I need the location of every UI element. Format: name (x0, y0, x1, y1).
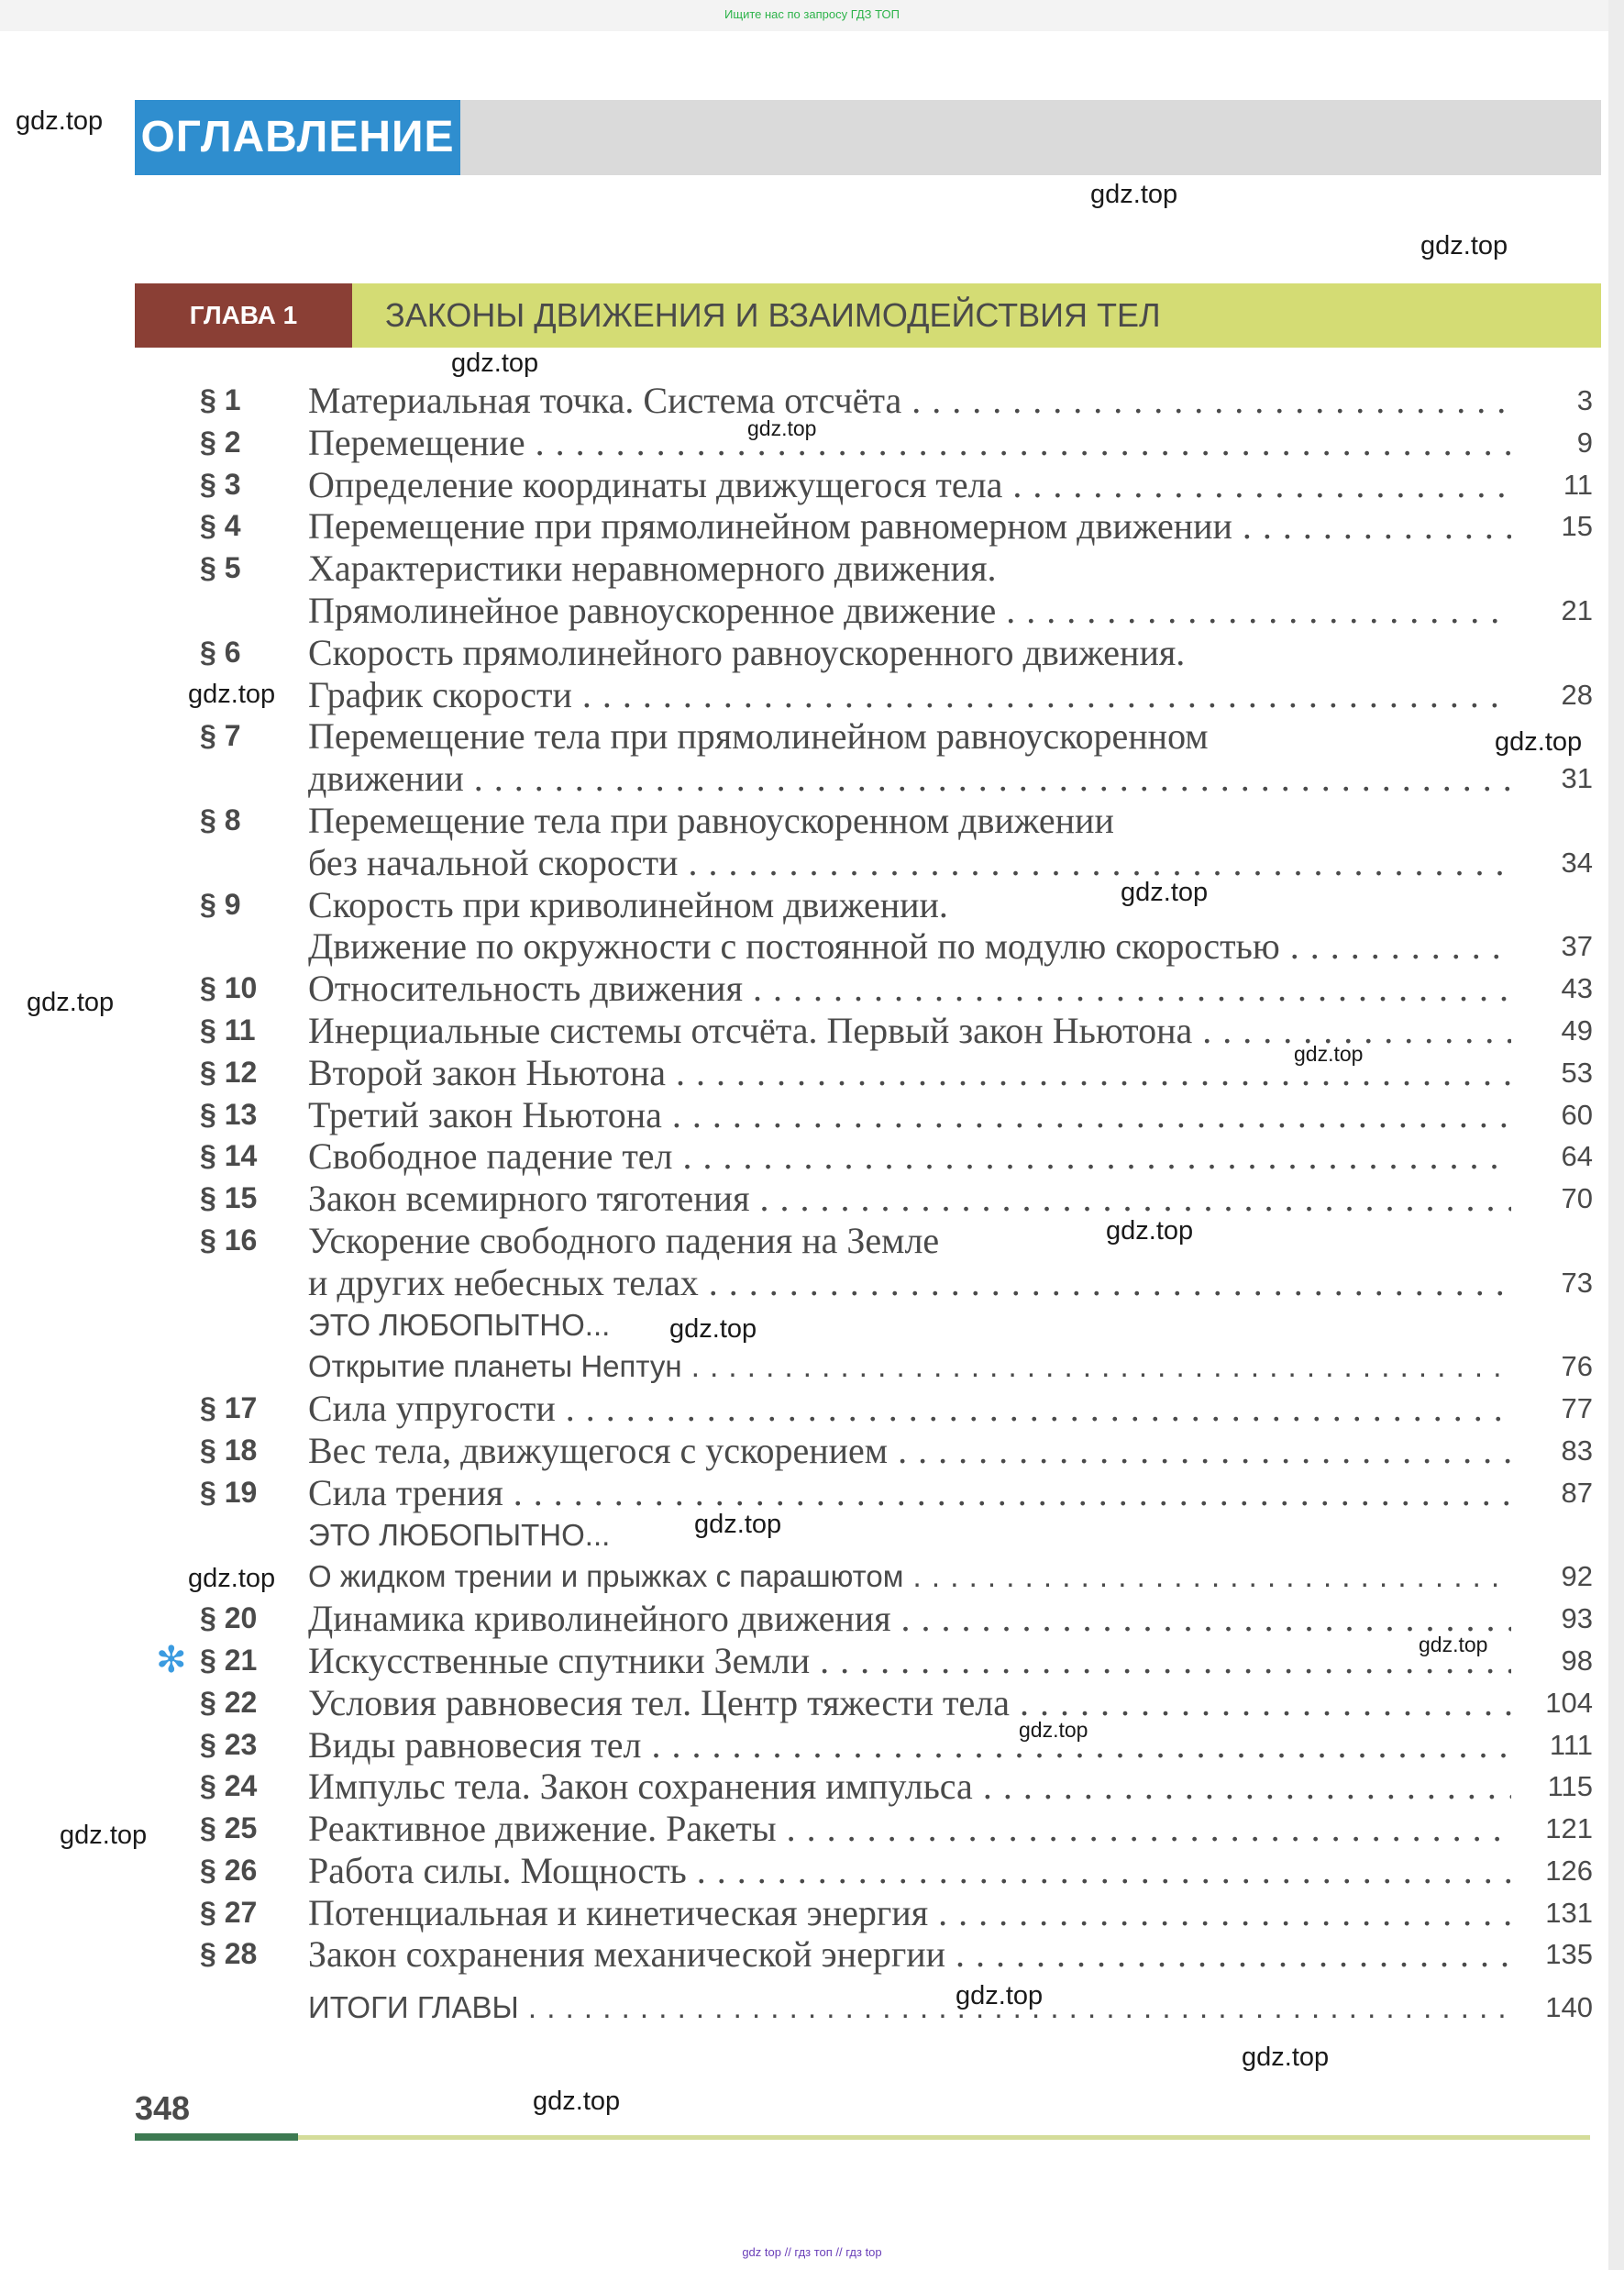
watermark: gdz.top (1121, 878, 1209, 907)
watermark: gdz.top (956, 1981, 1044, 2010)
page-ref: 49 (1561, 1013, 1593, 1046)
page-ref: 3 (1576, 384, 1593, 416)
section-title: Третий закон Ньютона . . . (308, 1094, 1511, 1136)
toc-entry-26[interactable] (0, 1850, 1624, 1892)
toc-entry-24[interactable] (0, 1766, 1624, 1808)
toc-entry-23[interactable] (0, 1724, 1624, 1766)
section-number: § 9 (200, 887, 241, 921)
page-ref (1508, 1304, 1593, 1346)
page-ref: 98 (1561, 1644, 1593, 1677)
toc-entry-8[interactable] (0, 800, 1624, 842)
section-number: § 27 (200, 1895, 258, 1929)
section-number: § 20 (200, 1601, 258, 1635)
section-title: Сила упругости . . . (308, 1388, 1511, 1430)
toc-entry-14[interactable] (0, 1135, 1624, 1178)
section-number: § 24 (200, 1769, 258, 1803)
section-title: и других небесных телах . . . (308, 1262, 1511, 1304)
toc-entry-3[interactable] (0, 464, 1624, 506)
section-title: Свободное падение тел . . . (308, 1135, 1511, 1178)
toc-entry-6[interactable] (0, 632, 1624, 674)
section-number: § 5 (200, 551, 241, 585)
section-title: Второй закон Ньютона . . . (308, 1052, 1511, 1094)
curious-label: ЭТО ЛЮБОПЫТНО... (308, 1517, 611, 1552)
section-title: без начальной скорости . . . (308, 842, 1511, 884)
watermark: gdz.top (694, 1510, 782, 1539)
section-number: § 1 (200, 383, 241, 416)
page-ref: 77 (1561, 1392, 1593, 1425)
section-number: § 18 (200, 1433, 258, 1467)
page-ref (1508, 800, 1593, 842)
page-ref: 70 (1561, 1182, 1593, 1215)
section-title: движении . . . (308, 758, 1511, 800)
page-ref: 76 (1561, 1350, 1593, 1383)
watermark: gdz.top (1090, 180, 1178, 209)
toc-entry-22[interactable] (0, 1682, 1624, 1724)
watermark: gdz.top (533, 2087, 621, 2116)
page-ref: 11 (1563, 468, 1593, 501)
section-title: Потенциальная и кинетическая энергия . . . (308, 1892, 1511, 1934)
curious-heading (0, 1514, 1624, 1556)
section-title: Вес тела, движущегося с ускорением . . . (308, 1430, 1511, 1472)
section-number: § 15 (200, 1181, 258, 1215)
watermark: gdz.top (1106, 1216, 1194, 1246)
section-title: Реактивное движение. Ракеты . . . (308, 1808, 1511, 1850)
toc-entry-18[interactable] (0, 1430, 1624, 1472)
page-ref: 140 (1545, 1991, 1593, 2024)
section-title: Виды равновесия тел . . . (308, 1724, 1511, 1766)
watermark: gdz.top (1419, 1633, 1488, 1656)
section-number: § 10 (200, 971, 258, 1005)
toc-entry-7[interactable] (0, 715, 1624, 758)
footer-accent (135, 2133, 298, 2141)
section-title: Динамика криволинейного движения . . . (308, 1598, 1511, 1640)
watermark: gdz.top (669, 1314, 757, 1344)
section-title: Движение по окружности с постоянной по модулю скоростью . . . (308, 925, 1511, 968)
watermark: gdz.top (1495, 727, 1583, 757)
asterisk-icon: ✻ (156, 1639, 187, 1680)
section-title: Прямолинейное равноускоренное движение . . . (308, 590, 1511, 632)
watermark: gdz.top (1242, 2043, 1330, 2072)
section-number: § 26 (200, 1853, 258, 1887)
toc-entry-21[interactable] (0, 1640, 1624, 1682)
toc-entry-summary[interactable] (0, 1976, 1624, 2023)
page-ref: 135 (1545, 1938, 1593, 1971)
toc-entry-8-cont[interactable] (0, 842, 1624, 884)
section-title: Искусственные спутники Земли . . . (308, 1640, 1511, 1682)
section-title: Материальная точка. Система отсчёта . . . (308, 380, 1511, 422)
chapter-title: ЗАКОНЫ ДВИЖЕНИЯ И ВЗАИМОДЕЙСТВИЯ ТЕЛ (385, 296, 1161, 334)
page-ref: 111 (1549, 1728, 1593, 1761)
section-number: § 22 (200, 1685, 258, 1719)
page-ref: 73 (1561, 1266, 1593, 1299)
footer-rule (298, 2135, 1590, 2140)
toc-entry-7-cont[interactable] (0, 758, 1624, 800)
section-number: § 3 (200, 467, 241, 501)
page-ref: 121 (1545, 1812, 1593, 1845)
toc-entry-5-cont[interactable] (0, 590, 1624, 632)
section-number: § 6 (200, 635, 241, 669)
curious-label: ЭТО ЛЮБОПЫТНО... (308, 1307, 611, 1342)
page-ref: 115 (1547, 1770, 1593, 1803)
section-number: § 25 (200, 1811, 258, 1845)
section-title: Закон сохранения механической энергии . . . (308, 1933, 1511, 1976)
section-number: § 2 (200, 425, 241, 459)
section-title: Перемещение при прямолинейном равномерном движении . . . (308, 505, 1511, 548)
toc-entry-13[interactable] (0, 1094, 1624, 1136)
page-ref: 34 (1561, 846, 1593, 879)
section-title: Инерциальные системы отсчёта. Первый закон Ньютона . . . (308, 1010, 1511, 1052)
section-title: Импульс тела. Закон сохранения импульса . . . (308, 1766, 1511, 1808)
section-title: Работа силы. Мощность . . . (308, 1850, 1511, 1892)
toc-title: ОГЛАВЛЕНИЕ (135, 100, 460, 175)
toc-entry-19[interactable] (0, 1472, 1624, 1514)
watermark: gdz.top (60, 1821, 148, 1850)
toc-entry-28[interactable] (0, 1933, 1624, 1976)
watermark: gdz.top (451, 349, 539, 378)
page-ref: 126 (1545, 1854, 1593, 1887)
toc-entry-17[interactable] (0, 1388, 1624, 1430)
toc-entry-16-cont[interactable] (0, 1262, 1624, 1304)
toc-entry-5[interactable] (0, 548, 1624, 590)
section-title: Перемещение тела при равноускоренном движении (308, 799, 1114, 841)
section-number: § 14 (200, 1139, 258, 1173)
section-number: § 21 (200, 1643, 258, 1677)
watermark: gdz.top (1019, 1718, 1088, 1742)
toc-entry-11[interactable] (0, 1010, 1624, 1052)
page-ref (1508, 632, 1593, 674)
watermark: gdz.top (16, 106, 104, 136)
toc-entry-25[interactable] (0, 1808, 1624, 1850)
toc-entry-9[interactable] (0, 884, 1624, 926)
section-title: Определение координаты движущегося тела . . . (308, 464, 1511, 506)
page-ref (1508, 1514, 1593, 1556)
page-ref (1508, 884, 1593, 926)
watermark: gdz.top (188, 1564, 276, 1593)
page-ref: 64 (1561, 1140, 1593, 1173)
page-ref: 21 (1561, 593, 1593, 626)
watermark: gdz.top (1420, 231, 1508, 260)
toc-entry-4[interactable] (0, 505, 1624, 548)
section-number: § 11 (200, 1013, 256, 1046)
section-number: § 7 (200, 719, 241, 753)
page-ref: 37 (1561, 930, 1593, 963)
page-ref: 60 (1561, 1098, 1593, 1131)
section-title: Характеристики неравномерного движения. (308, 548, 997, 590)
section-title: ИТОГИ ГЛАВЫ . . . (308, 1987, 1511, 2029)
toc-entry-27[interactable] (0, 1892, 1624, 1934)
section-title: Условия равновесия тел. Центр тяжести тела . . . (308, 1682, 1511, 1724)
section-title: График скорости . . . (308, 674, 1511, 716)
bottom-link[interactable]: gdz top // гдз топ // гдз top (742, 2245, 882, 2259)
section-number: § 4 (200, 509, 241, 543)
toc-entry-20[interactable] (0, 1598, 1624, 1640)
toc-entry-1[interactable] (0, 380, 1624, 422)
page-ref: 31 (1561, 762, 1593, 795)
section-title: Открытие планеты Нептун . . . (308, 1345, 1511, 1388)
toc-list (0, 380, 1624, 2023)
page-ref: 83 (1561, 1434, 1593, 1467)
chapter-label: ГЛАВА 1 (135, 283, 352, 348)
toc-entry-16[interactable] (0, 1220, 1624, 1262)
section-title: Скорость прямолинейного равноускоренного движения. (308, 631, 1186, 673)
curious-heading (0, 1304, 1624, 1346)
section-title: Скорость при криволинейном движении. (308, 883, 948, 925)
page-ref: 28 (1561, 678, 1593, 711)
toc-entry-10[interactable] (0, 968, 1624, 1010)
section-title: Перемещение . . . (308, 422, 1511, 464)
watermark: gdz.top (1294, 1042, 1364, 1066)
section-title: Ускорение свободного падения на Земле (308, 1219, 940, 1261)
page-ref: 93 (1561, 1602, 1593, 1635)
section-number: § 17 (200, 1391, 258, 1425)
page-ref: 104 (1545, 1686, 1593, 1719)
page-ref: 53 (1561, 1056, 1593, 1089)
section-title: Относительность движения . . . (308, 968, 1511, 1010)
section-title: Сила трения . . . (308, 1472, 1511, 1514)
section-number: § 8 (200, 803, 241, 836)
section-number: § 28 (200, 1937, 258, 1971)
section-number: § 13 (200, 1097, 258, 1131)
section-number: § 23 (200, 1727, 258, 1761)
page-ref: 9 (1576, 426, 1593, 459)
page-ref: 131 (1545, 1896, 1593, 1929)
section-title: О жидком трении и прыжках с парашютом . . . (308, 1556, 1511, 1598)
watermark: gdz.top (188, 680, 276, 709)
toc-entry-neptune[interactable] (0, 1345, 1624, 1388)
page-ref: 92 (1561, 1560, 1593, 1593)
page-number: 348 (135, 2089, 191, 2127)
page-ref: 43 (1561, 972, 1593, 1005)
watermark: gdz.top (27, 988, 115, 1017)
page-ref (1508, 1220, 1593, 1262)
section-number: § 16 (200, 1223, 258, 1257)
toc-entry-12[interactable] (0, 1052, 1624, 1094)
page-ref (1508, 548, 1593, 590)
search-hint-link[interactable]: Ищите нас по запросу ГДЗ ТОП (724, 7, 900, 21)
toc-entry-9-cont[interactable] (0, 925, 1624, 968)
section-number: § 12 (200, 1055, 258, 1089)
section-title: Перемещение тела при прямолинейном равноускоренном (308, 715, 1209, 758)
watermark: gdz.top (747, 416, 817, 440)
toc-entry-15[interactable] (0, 1178, 1624, 1220)
page-ref: 87 (1561, 1476, 1593, 1509)
section-title: Закон всемирного тяготения . . . (308, 1178, 1511, 1220)
page-ref: 15 (1561, 510, 1593, 543)
section-number: § 19 (200, 1475, 258, 1509)
